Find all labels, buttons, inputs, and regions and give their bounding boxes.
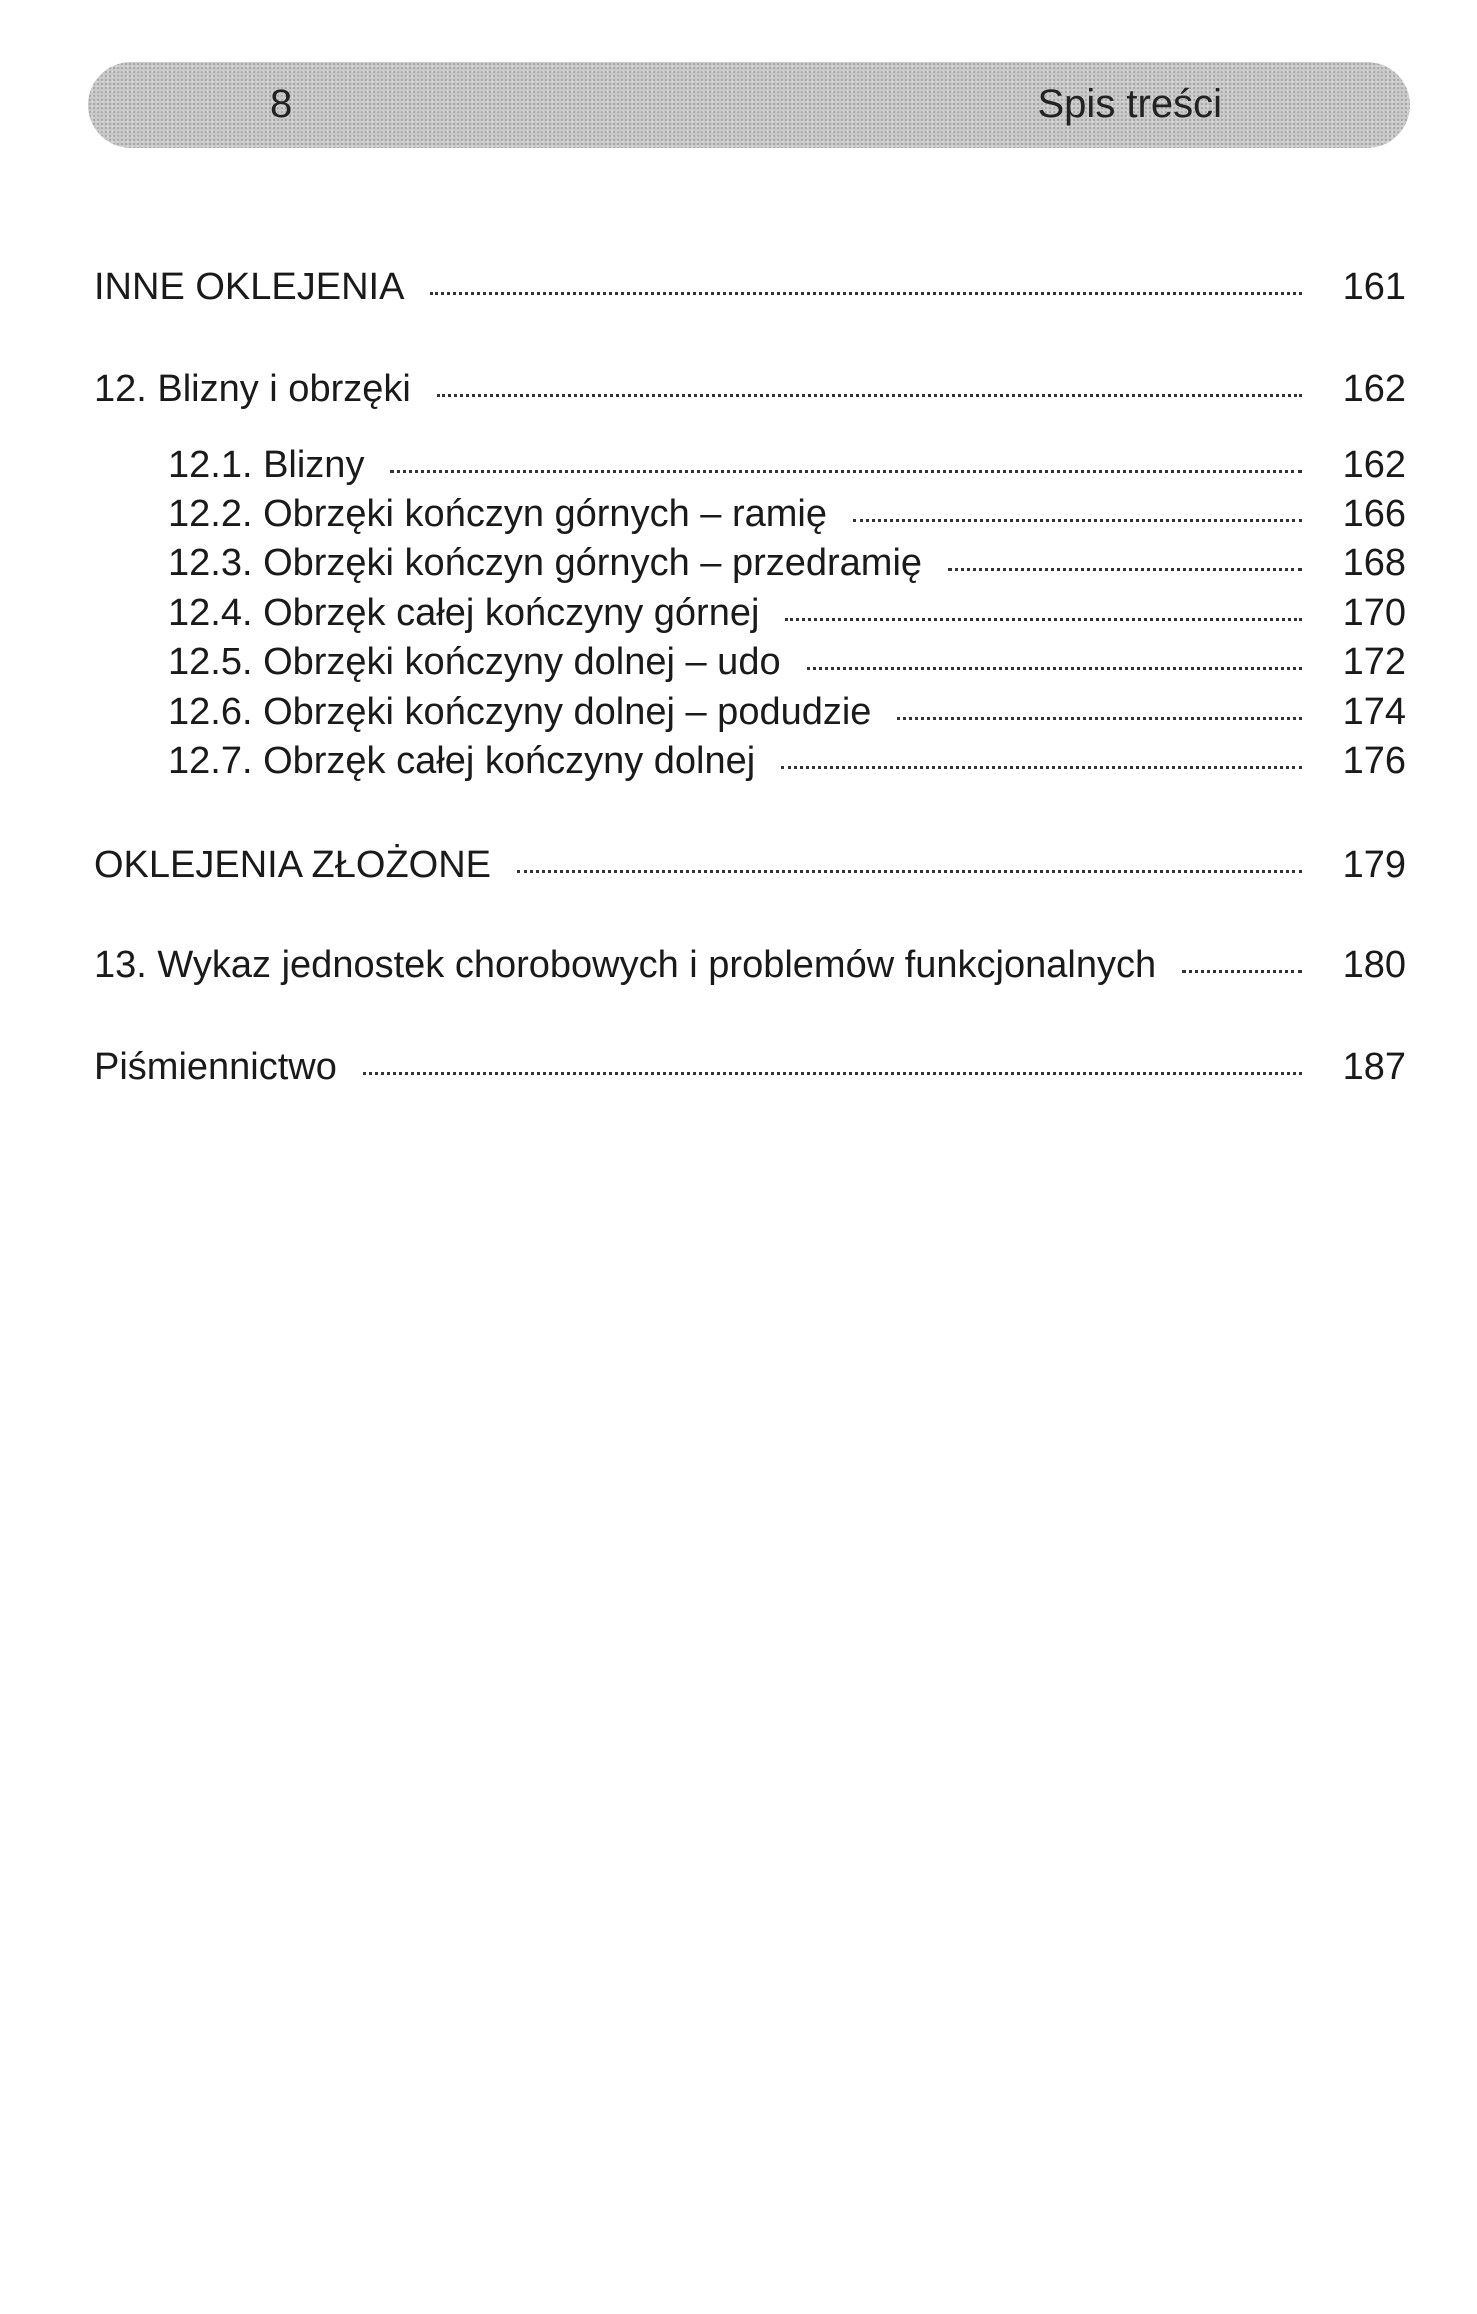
toc-entry-label: 12.6. Obrzęki kończyny dolnej – podudzie <box>168 691 872 733</box>
toc-entry-page: 166 <box>1342 493 1406 535</box>
toc-entry-label: 12.7. Obrzęk całej kończyny dolnej <box>168 740 756 782</box>
toc-entry-page: 180 <box>1342 944 1406 986</box>
toc-entry-page: 168 <box>1342 542 1406 584</box>
toc-dot-leader <box>1182 970 1302 973</box>
toc-dot-leader <box>517 870 1302 873</box>
toc-entry-inne-oklejenia[interactable] <box>94 262 1406 312</box>
toc-entry-label: OKLEJENIA ZŁOŻONE <box>94 844 491 886</box>
toc-dot-leader <box>363 1072 1302 1075</box>
toc-entry-label: 12.1. Blizny <box>168 444 365 486</box>
page-number: 8 <box>270 82 293 126</box>
toc-entry-12-5[interactable] <box>168 637 1406 687</box>
toc-dot-leader <box>948 568 1302 571</box>
toc-entry-12-2[interactable] <box>168 489 1406 539</box>
toc-entry-chapter-12[interactable] <box>94 364 1406 414</box>
toc-entry-label: 12. Blizny i obrzęki <box>94 368 411 410</box>
toc-entry-label: 12.3. Obrzęki kończyn górnych – przedramię <box>168 542 923 584</box>
running-header-title: Spis treści <box>1037 82 1222 126</box>
toc-entry-chapter-13[interactable] <box>94 940 1406 990</box>
toc-entry-page: 172 <box>1342 641 1406 683</box>
toc-entry-oklejenia-zlozone[interactable] <box>94 840 1406 890</box>
toc-dot-leader <box>785 618 1302 621</box>
toc-entry-12-3[interactable] <box>168 538 1406 588</box>
toc-entry-label: INNE OKLEJENIA <box>94 266 405 308</box>
toc-entry-page: 161 <box>1342 266 1406 308</box>
toc-entry-page: 174 <box>1342 691 1406 733</box>
toc-entry-label: 12.5. Obrzęki kończyny dolnej – udo <box>168 641 781 683</box>
toc-entry-page: 179 <box>1342 844 1406 886</box>
toc-entry-label: Piśmiennictwo <box>94 1046 337 1088</box>
toc-dot-leader <box>390 470 1302 473</box>
toc-entry-page: 176 <box>1342 740 1406 782</box>
toc-entry-page: 162 <box>1342 368 1406 410</box>
toc-entry-label: 12.4. Obrzęk całej kończyny górnej <box>168 592 760 634</box>
toc-dot-leader <box>430 292 1302 295</box>
toc-entry-page: 170 <box>1342 592 1406 634</box>
toc-dot-leader <box>853 519 1302 522</box>
toc-entry-label: 12.2. Obrzęki kończyn górnych – ramię <box>168 493 827 535</box>
toc-dot-leader <box>807 667 1302 670</box>
toc-dot-leader <box>781 766 1302 769</box>
toc-entry-12-6[interactable] <box>168 687 1406 737</box>
toc-entry-pismiennictwo[interactable] <box>94 1042 1406 1092</box>
toc-dot-leader <box>437 394 1302 397</box>
toc-entry-12-7[interactable] <box>168 736 1406 786</box>
toc-entry-12-1[interactable] <box>168 440 1406 490</box>
toc-dot-leader <box>897 717 1302 720</box>
toc-entry-label: 13. Wykaz jednostek chorobowych i problemów funkcjonalnych <box>94 944 1157 986</box>
toc-entry-12-4[interactable] <box>168 588 1406 638</box>
toc-entry-page: 162 <box>1342 444 1406 486</box>
toc-entry-page: 187 <box>1342 1046 1406 1088</box>
